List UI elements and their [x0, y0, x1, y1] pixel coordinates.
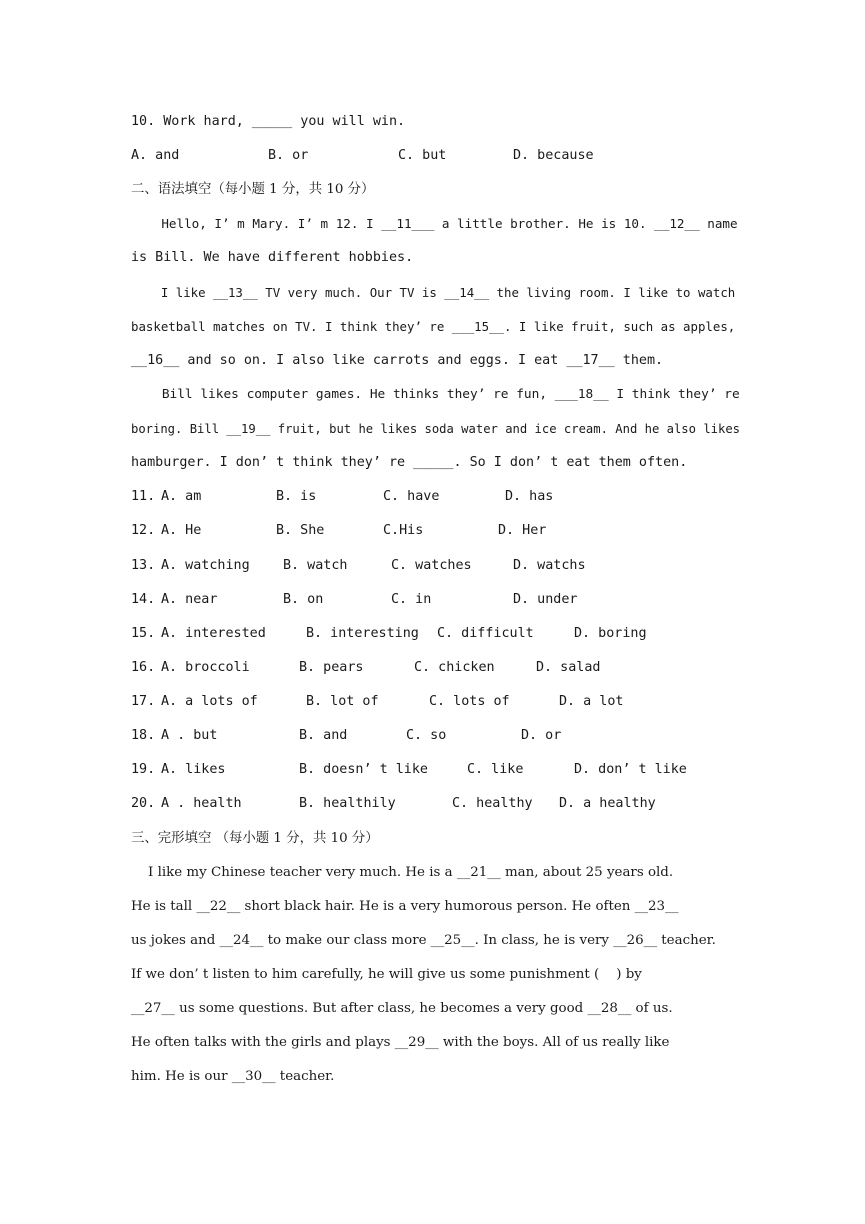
option-a: A. likes: [161, 762, 226, 777]
option-b: B. doesn’ t like: [299, 762, 428, 777]
option-c: C. watches: [391, 558, 472, 573]
option-b: B. interesting: [306, 626, 419, 641]
question-number: 15.: [131, 626, 156, 641]
option-c: C. chicken: [414, 660, 495, 675]
passage-line: Hello, I’ m Mary. I’ m 12. I __11___ a little brother. He is 10. __12__ name: [131, 216, 738, 231]
option-c: C. like: [467, 762, 524, 777]
option-d: D. salad: [536, 660, 601, 675]
question-13: [131, 557, 751, 575]
question-number: 17.: [131, 694, 156, 709]
option-b: B. healthily: [299, 796, 396, 811]
option-b: B. lot of: [306, 694, 379, 709]
option-c: C. in: [391, 592, 432, 607]
option-d: D. under: [513, 592, 578, 607]
passage-line: __16__ and so on. I also like carrots and eggs. I eat __17__ them.: [131, 353, 664, 368]
question-15: [131, 625, 751, 643]
passage-line: __27__ us some questions. But after class, he becomes a very good __28__ of us.: [131, 1001, 673, 1016]
option-c: C. healthy: [452, 796, 533, 811]
question-number: 20.: [131, 796, 156, 811]
option-a: A. watching: [161, 558, 250, 573]
option-d: D. because: [513, 148, 594, 163]
passage-line: He often talks with the girls and plays __29__ with the boys. All of us really like: [131, 1035, 670, 1050]
question-number: 14.: [131, 592, 156, 607]
section-2-heading: 二、语法填空（每小题 1 分，共 10 分）: [131, 182, 375, 197]
option-c: C. so: [406, 728, 447, 743]
option-d: D. a healthy: [559, 796, 656, 811]
option-c: C. difficult: [437, 626, 534, 641]
question-16: [131, 659, 751, 677]
option-c: C.His: [383, 523, 424, 538]
question-number: 19.: [131, 762, 156, 777]
question-17: [131, 693, 751, 711]
option-d: D. has: [505, 489, 554, 504]
option-a: A . health: [161, 796, 242, 811]
option-b: B. pears: [299, 660, 364, 675]
option-c: C. but: [398, 148, 447, 163]
passage-line: boring. Bill __19__ fruit, but he likes soda water and ice cream. And he also likes: [131, 422, 741, 436]
passage-line: I like __13__ TV very much. Our TV is __14__ the living room. I like to watch: [131, 285, 736, 300]
option-a: A. a lots of: [161, 694, 258, 709]
question-number: 13.: [131, 558, 156, 573]
passage-line: is Bill. We have different hobbies.: [131, 250, 414, 265]
option-a: A. am: [161, 489, 202, 504]
question-number: 16.: [131, 660, 156, 675]
option-a: A . but: [161, 728, 218, 743]
question-18: [131, 727, 751, 745]
option-a: A. near: [161, 592, 218, 607]
passage-line: hamburger. I don’ t think they’ re _____. So I don’ t eat them often.: [131, 455, 688, 470]
option-a: A. interested: [161, 626, 266, 641]
passage-line: him. He is our __30__ teacher.: [131, 1069, 335, 1084]
option-a: A. and: [131, 148, 180, 163]
passage-line: I like my Chinese teacher very much. He is a __21__ man, about 25 years old.: [131, 865, 674, 880]
question-14: [131, 591, 751, 609]
option-b: B. She: [276, 523, 325, 538]
question-11: [131, 488, 751, 506]
question-number: 18.: [131, 728, 156, 743]
question-10-stem: 10. Work hard, _____ you will win.: [131, 114, 406, 129]
option-b: B. on: [283, 592, 324, 607]
option-c: C. lots of: [429, 694, 510, 709]
question-12: [131, 522, 751, 540]
option-d: D. a lot: [559, 694, 624, 709]
passage-line: us jokes and __24__ to make our class more __25__. In class, he is very __26__ teacher.: [131, 933, 716, 948]
passage-line: Bill likes computer games. He thinks they’ re fun, ___18__ I think they’ re: [131, 387, 740, 402]
option-d: D. or: [521, 728, 562, 743]
passage-line: basketball matches on TV. I think they’ re ___15__. I like fruit, such as apples,: [131, 319, 736, 334]
question-number: 11.: [131, 489, 156, 504]
section-3-heading: 三、完形填空 （每小题 1 分，共 10 分）: [131, 831, 379, 846]
question-number: 12.: [131, 523, 156, 538]
option-d: D. boring: [574, 626, 647, 641]
option-d: D. don’ t like: [574, 762, 687, 777]
option-b: B. is: [276, 489, 317, 504]
passage-line: He is tall __22__ short black hair. He is a very humorous person. He often __23__: [131, 899, 679, 914]
option-a: A. He: [161, 523, 202, 538]
question-19: [131, 761, 751, 779]
option-b: B. watch: [283, 558, 348, 573]
option-d: D. watchs: [513, 558, 586, 573]
question-10-options: [131, 147, 751, 165]
option-b: B. and: [299, 728, 348, 743]
option-d: D. Her: [498, 523, 547, 538]
question-20: [131, 795, 751, 813]
passage-line: If we don’ t listen to him carefully, he will give us some punishment ( ) by: [131, 967, 642, 982]
option-b: B. or: [268, 148, 309, 163]
option-a: A. broccoli: [161, 660, 250, 675]
option-c: C. have: [383, 489, 440, 504]
